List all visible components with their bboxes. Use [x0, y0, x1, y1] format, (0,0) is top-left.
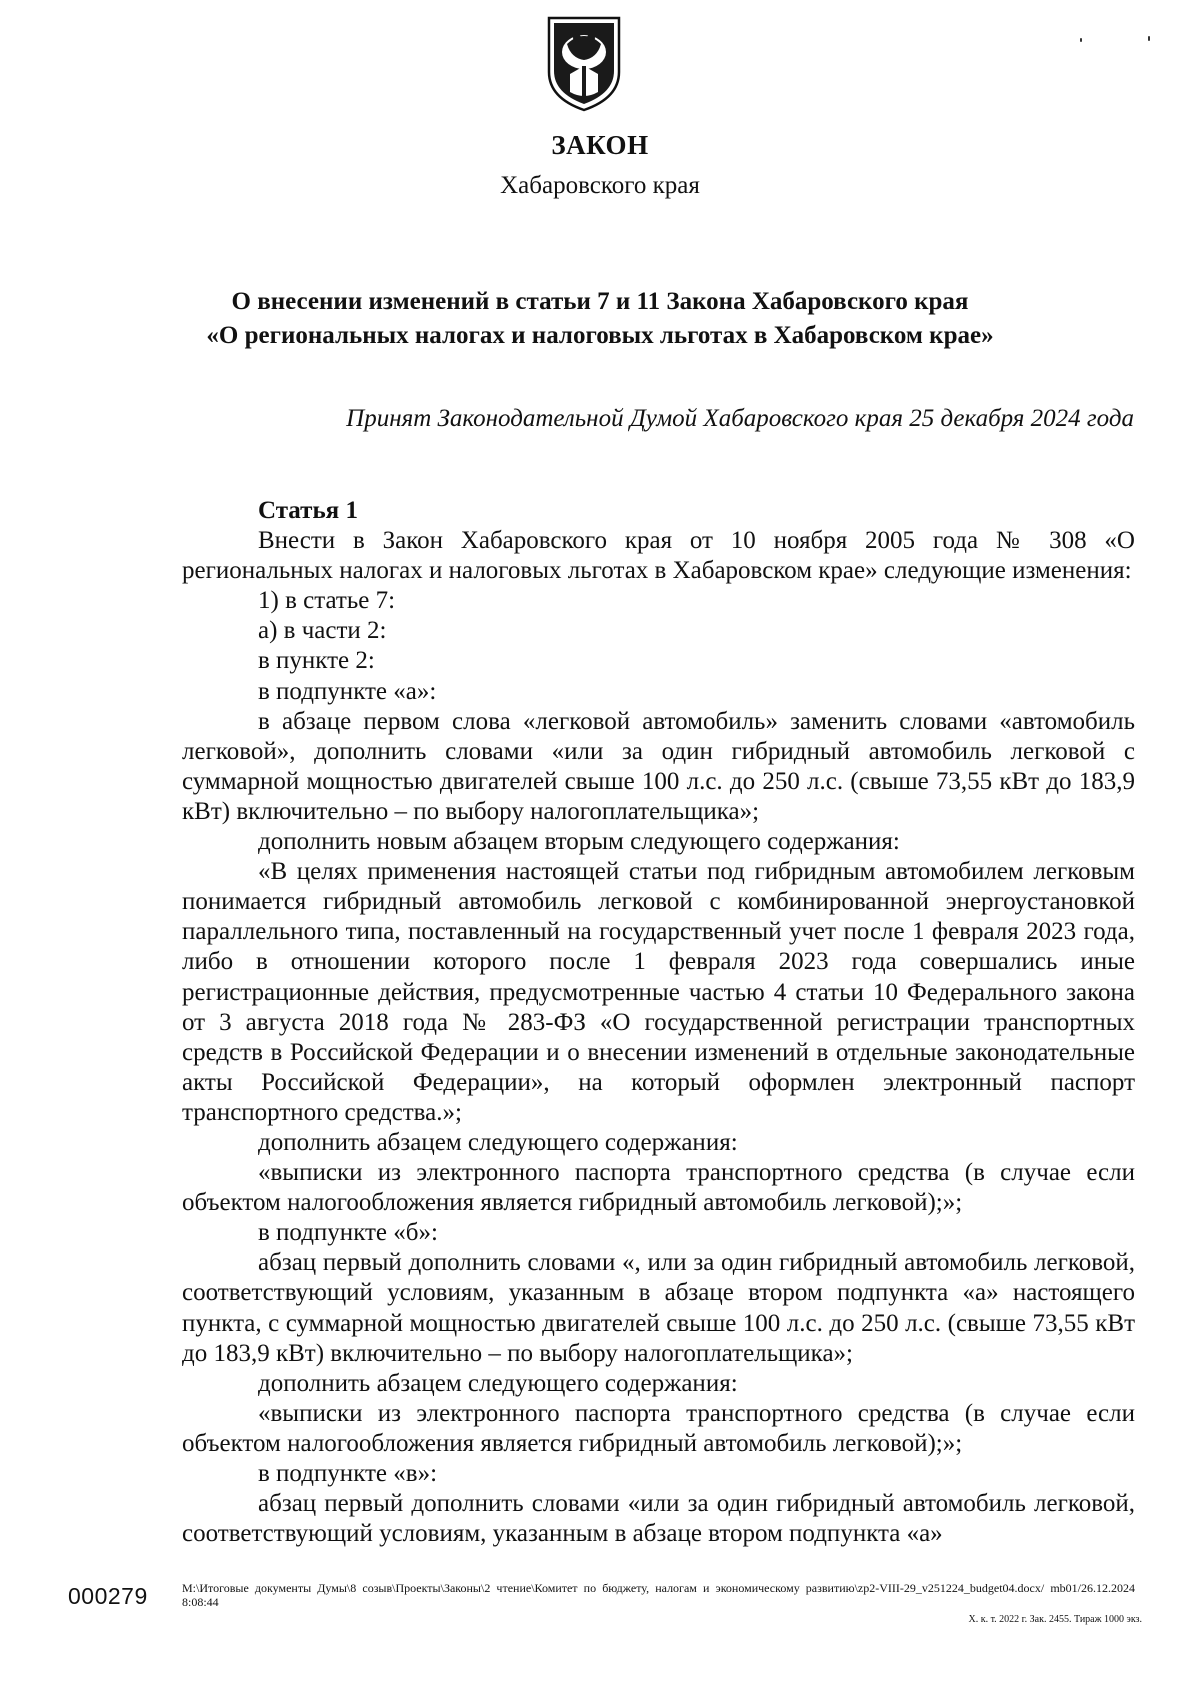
law-region: Хабаровского края	[500, 172, 700, 199]
paragraph: дополнить новым абзацем вторым следующего содержания:	[258, 828, 900, 856]
paragraph: дополнить абзацем следующего содержания:	[258, 1369, 738, 1397]
paragraph: «выписки из электронного паспорта транспортного средства (в случае если объектом налогообложения является гибридный автомобиль легковой);»;	[182, 1399, 1135, 1457]
law-title: ЗАКОН	[551, 130, 649, 160]
scan-speck	[1080, 38, 1082, 42]
law-heading-line: «О региональных налогах и налоговых льготах в Хабаровском крае»	[206, 322, 994, 349]
adoption-note: Принят Законодательной Думой Хабаровского края 25 декабря 2024 года	[346, 405, 1134, 432]
paragraph: абзац первый дополнить словами «, или за один гибридный автомобиль легковой, соответствующий условиям, указанным в абзаце втором подпункта «а» настоящего пункта, с суммарной мощностью двигателей свыше 100 л.с. до 250 л.с. (свыше 73,55 кВт до 183,9 кВт) включительно – по выбору налогоплательщика»;	[182, 1249, 1135, 1367]
paragraph: в подпункте «в»:	[258, 1460, 438, 1487]
paragraph: в пункте 2:	[258, 647, 375, 675]
document-number: 000279	[68, 1583, 148, 1609]
paragraph: абзац первый дополнить словами «или за один гибридный автомобиль легковой, соответствующий условиям, указанным в абзаце втором подпункта «а»	[182, 1490, 1135, 1548]
paragraph: в подпункте «а»:	[258, 677, 437, 705]
law-heading-line: О внесении изменений в статьи 7 и 11 Закона Хабаровского края	[231, 288, 969, 315]
paragraph: «В целях применения настоящей статьи под гибридным автомобилем легковым понимается гибридный автомобиль легковой с комбинированной энергоустановкой параллельного типа, поставленный на государственный учет после 1 февраля 2023 года, либо в отношении которого после 1 февраля 2023 года совершались иные регистрационные действия, предусмотренные частью 4 статьи 10 Федерального закона от 3 августа 2018 года № 283-ФЗ «О государственной регистрации транспортных средств в Российской Федерации и о внесении изменений в отдельные законодательные акты Российской Федерации», на который оформлен электронный паспорт транспортного средства.»;	[182, 858, 1135, 1126]
article-body	[182, 496, 1135, 1549]
coat-of-arms-emblem	[545, 14, 623, 114]
law-heading	[0, 285, 1200, 353]
paragraph: в абзаце первом слова «легковой автомобиль» заменить словами «автомобиль легковой», дополнить словами «или за один гибридный автомобиль легковой с суммарной мощностью двигателей свыше 100 л.с. до 250 л.с. (свыше 73,55 кВт до 183,9 кВт) включительно – по выбору налогоплательщика»;	[182, 707, 1135, 825]
file-path: M:\Итоговые документы Думы\8 созыв\Проекты\Законы\2 чтение\Комитет по бюджету, налогам и экономическому развитию\zp2-VIII-29_v251224_budget04.docx/ mb01/26.12.2024 8:08:44	[182, 1581, 1135, 1609]
paragraph: дополнить абзацем следующего содержания:	[258, 1128, 738, 1156]
print-info: Х. к. т. 2022 г. Зак. 2455. Тираж 1000 экз.	[968, 1614, 1142, 1625]
article-title: Статья 1	[258, 497, 358, 524]
paragraph: а) в части 2:	[258, 617, 387, 645]
paragraph: «выписки из электронного паспорта транспортного средства (в случае если объектом налогообложения является гибридный автомобиль легковой);»;	[182, 1159, 1135, 1217]
scan-speck	[1148, 36, 1150, 41]
paragraph: 1) в статье 7:	[258, 587, 396, 615]
paragraph: в подпункте «б»:	[258, 1219, 438, 1247]
paragraph: Внести в Закон Хабаровского края от 10 ноября 2005 года № 308 «О региональных налогах и налоговых льготах в Хабаровском крае» следующие изменения:	[182, 527, 1135, 585]
